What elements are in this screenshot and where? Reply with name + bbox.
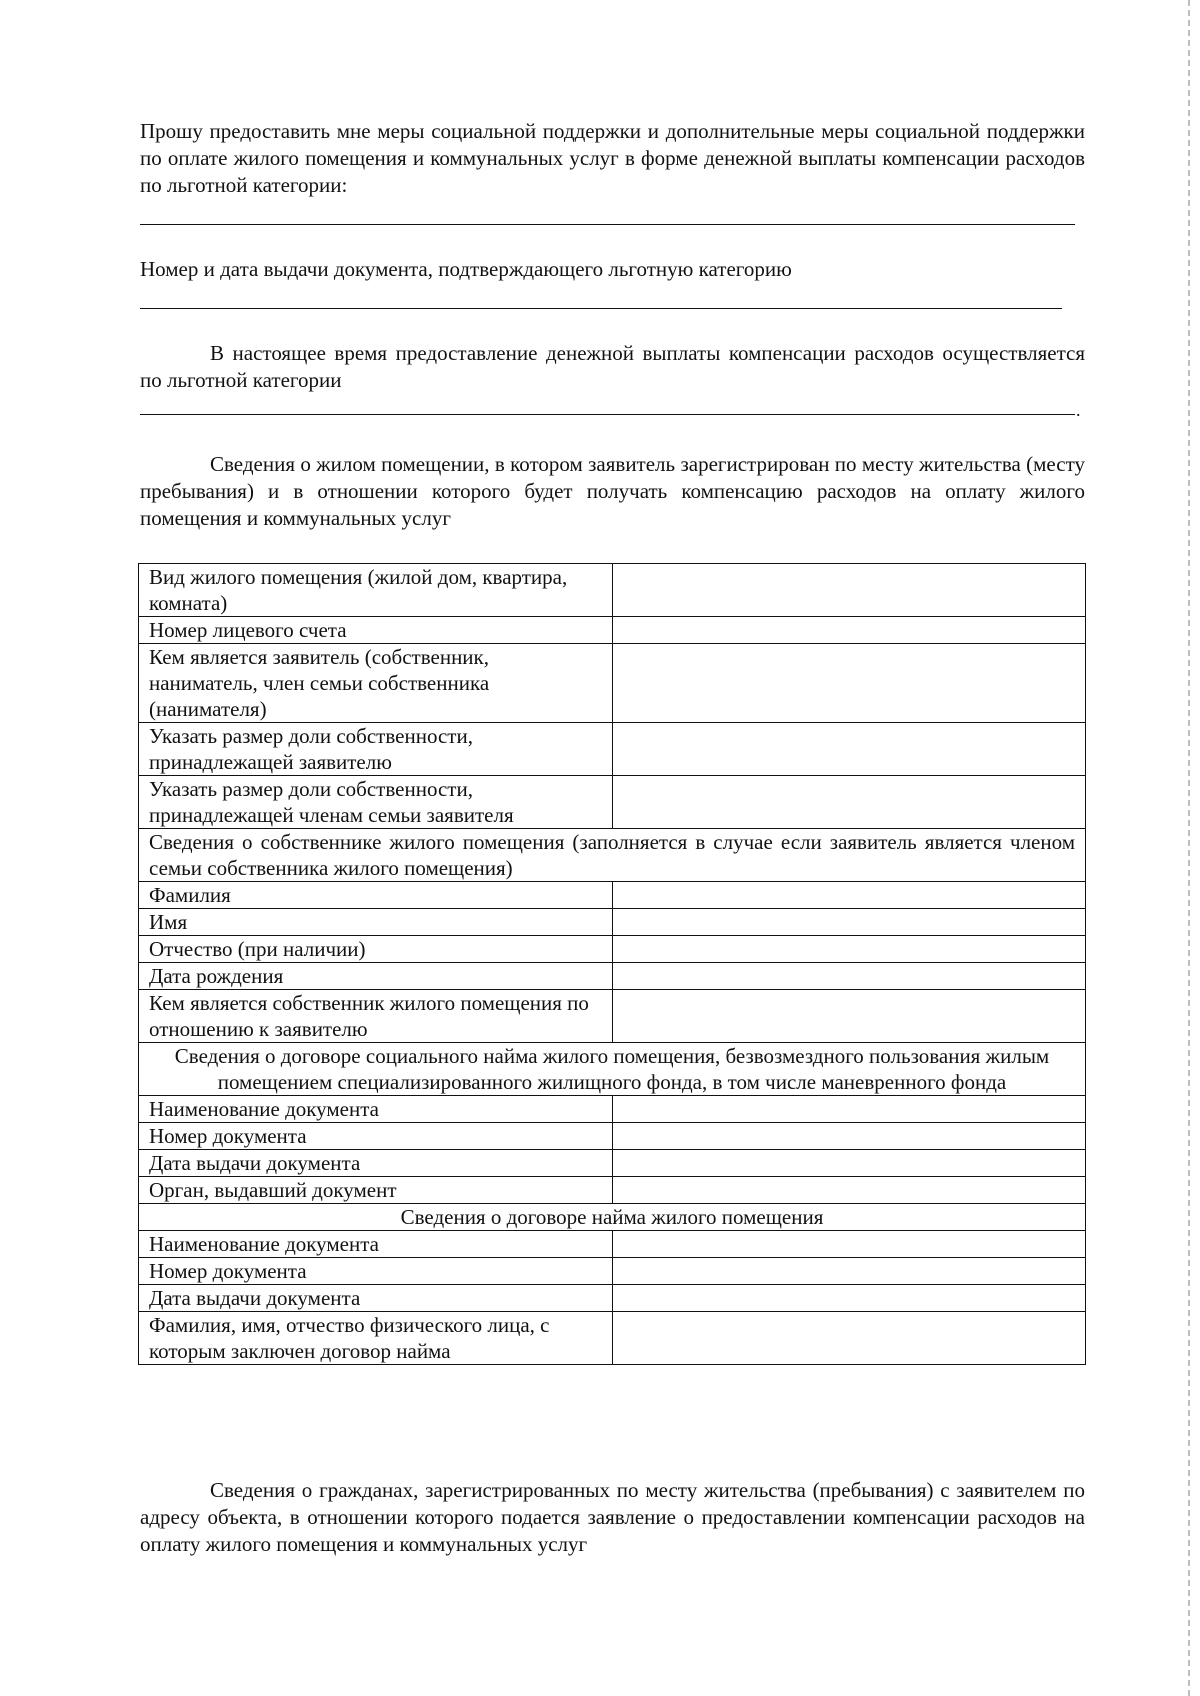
row-label: Наименование документа — [139, 1096, 613, 1123]
row-label: Номер документа — [139, 1123, 613, 1150]
section-header-row — [139, 1204, 1086, 1231]
table-row — [139, 1231, 1086, 1258]
table-row — [139, 936, 1086, 963]
row-label: Номер документа — [139, 1258, 613, 1285]
row-label: Номер лицевого счета — [139, 617, 613, 644]
table-row — [139, 644, 1086, 723]
row-label: Имя — [139, 909, 613, 936]
row-value[interactable] — [612, 1312, 1086, 1365]
row-value[interactable] — [612, 564, 1086, 617]
document-label: Номер и дата выдачи документа, подтверждающего льготную категорию — [140, 257, 792, 281]
category-fill-line[interactable] — [140, 224, 1075, 225]
row-label: Вид жилого помещения (жилой дом, квартира, комната) — [139, 564, 613, 617]
line-end-dot: . — [1076, 400, 1081, 420]
row-label: Дата выдачи документа — [139, 1150, 613, 1177]
table-row — [139, 1150, 1086, 1177]
table-row — [139, 909, 1086, 936]
row-label: Кем является собственник жилого помещения по отношению к заявителю — [139, 990, 613, 1043]
row-label: Дата выдачи документа — [139, 1285, 613, 1312]
row-value[interactable] — [612, 1096, 1086, 1123]
row-value[interactable] — [612, 1231, 1086, 1258]
row-value[interactable] — [612, 909, 1086, 936]
row-label: Орган, выдавший документ — [139, 1177, 613, 1204]
row-value[interactable] — [612, 723, 1086, 776]
table-row — [139, 1096, 1086, 1123]
table-row — [139, 723, 1086, 776]
request-paragraph: Прошу предоставить мне меры социальной поддержки и дополнительные меры социальной поддержки по оплате жилого помещения и коммунальных услуг в форме денежной выплаты компенсации расходов по льготной категории: — [140, 119, 1085, 197]
rent-contract-section-header: Сведения о договоре найма жилого помещения — [139, 1204, 1086, 1231]
row-value[interactable] — [612, 1285, 1086, 1312]
row-label: Фамилия, имя, отчество физического лица, с которым заключен договор найма — [139, 1312, 613, 1365]
row-label: Указать размер доли собственности, принадлежащей членам семьи заявителя — [139, 776, 613, 829]
row-value[interactable] — [612, 1177, 1086, 1204]
owner-section-header: Сведения о собственнике жилого помещения (заполняется в случае если заявитель является членом семьи собственника жилого помещения) — [139, 829, 1086, 882]
row-value[interactable] — [612, 1150, 1086, 1177]
row-label: Наименование документа — [139, 1231, 613, 1258]
scan-edge — [1188, 0, 1190, 1696]
row-value[interactable] — [612, 936, 1086, 963]
section-header-row — [139, 1043, 1086, 1096]
table-row — [139, 1312, 1086, 1365]
table-row — [139, 1258, 1086, 1285]
row-value[interactable] — [612, 1258, 1086, 1285]
table-row — [139, 882, 1086, 909]
row-value[interactable] — [612, 617, 1086, 644]
current-category-paragraph: В настоящее время предоставление денежной выплаты компенсации расходов осуществляется по льготной категории — [140, 341, 1085, 392]
table-row — [139, 776, 1086, 829]
row-label: Указать размер доли собственности, принадлежащей заявителю — [139, 723, 613, 776]
table-row — [139, 990, 1086, 1043]
row-value[interactable] — [612, 990, 1086, 1043]
row-value[interactable] — [612, 963, 1086, 990]
row-label: Отчество (при наличии) — [139, 936, 613, 963]
table-row — [139, 1177, 1086, 1204]
table-row — [139, 617, 1086, 644]
row-value[interactable] — [612, 644, 1086, 723]
row-label: Фамилия — [139, 882, 613, 909]
table-row — [139, 564, 1086, 617]
table-row — [139, 963, 1086, 990]
housing-intro-paragraph: Сведения о жилом помещении, в котором заявитель зарегистрирован по месту жительства (месту пребывания) и в отношении которого будет получать компенсацию расходов на оплату жилого помещения и коммунальных услуг — [140, 452, 1085, 530]
housing-table — [138, 563, 1086, 1365]
social-contract-section-header: Сведения о договоре социального найма жилого помещения, безвозмездного пользования жилым помещением специализированного жилищного фонда, в том числе маневренного фонда — [139, 1043, 1086, 1096]
section-header-row — [139, 829, 1086, 882]
document-fill-line[interactable] — [140, 308, 1062, 309]
citizens-intro-paragraph: Сведения о гражданах, зарегистрированных по месту жительства (пребывания) с заявителем по адресу объекта, в отношении которого подается заявление о предоставлении компенсации расходов на оплату жилого помещения и коммунальных услуг — [140, 1478, 1085, 1556]
table-row — [139, 1123, 1086, 1150]
row-value[interactable] — [612, 776, 1086, 829]
row-label: Кем является заявитель (собственник, наниматель, член семьи собственника (нанимателя) — [139, 644, 613, 723]
row-label: Дата рождения — [139, 963, 613, 990]
current-category-fill-line[interactable] — [140, 414, 1075, 415]
row-value[interactable] — [612, 882, 1086, 909]
row-value[interactable] — [612, 1123, 1086, 1150]
table-row — [139, 1285, 1086, 1312]
